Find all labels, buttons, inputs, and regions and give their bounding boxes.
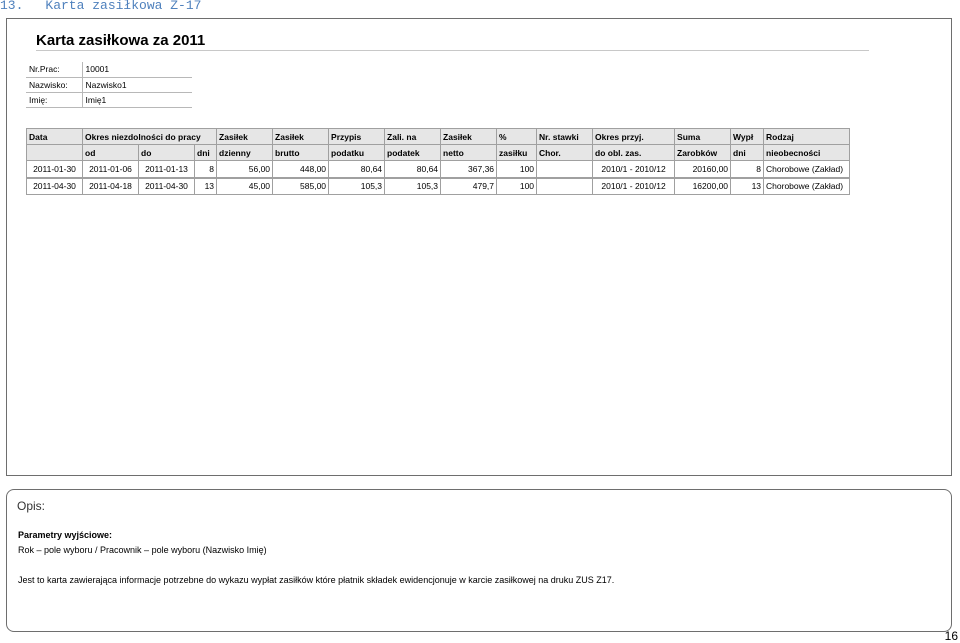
table-cell: 585,00	[273, 178, 329, 195]
column-subheader: do	[139, 145, 195, 161]
benefits-table	[26, 128, 850, 195]
employee-row	[26, 92, 192, 107]
table-cell: 56,00	[217, 161, 273, 178]
column-subheader: zasiłku	[497, 145, 537, 161]
employee-value: 10001	[82, 62, 192, 77]
employee-value: Nazwisko1	[82, 77, 192, 92]
description-box	[6, 489, 952, 632]
table-cell	[537, 161, 593, 178]
table-cell: 2011-01-06	[83, 161, 139, 178]
column-subheader: do obl. zas.	[593, 145, 675, 161]
column-subheader: Chor.	[537, 145, 593, 161]
page-number: 16	[944, 629, 958, 643]
table-cell: 2011-04-30	[139, 178, 195, 195]
table-cell: 13	[195, 178, 217, 195]
table-cell: 100	[497, 178, 537, 195]
column-subheader: podatku	[329, 145, 385, 161]
column-header: Rodzaj	[764, 129, 850, 145]
column-header: Zasiłek	[273, 129, 329, 145]
column-subheader	[27, 145, 83, 161]
column-header: Suma	[675, 129, 731, 145]
table-cell: 2010/1 - 2010/12	[593, 161, 675, 178]
column-subheader: brutto	[273, 145, 329, 161]
column-header: Zali. na	[385, 129, 441, 145]
column-subheader: dzienny	[217, 145, 273, 161]
description-text: Jest to karta zawierająca informacje potrzebne do wykazu wypłat zasiłków które płatnik składek ewidencjonuje w karcie zasiłkowej na druku ZUS Z17.	[18, 575, 615, 585]
report-preview-frame	[6, 18, 952, 476]
column-header: Zasiłek	[217, 129, 273, 145]
employee-info-table	[26, 62, 192, 108]
employee-value: Imię1	[82, 92, 192, 107]
title-divider	[36, 50, 869, 51]
table-cell: 100	[497, 161, 537, 178]
column-header: Nr. stawki	[537, 129, 593, 145]
table-cell: 80,64	[329, 161, 385, 178]
column-header: Wypł	[731, 129, 764, 145]
section-number: 13.	[0, 0, 24, 13]
table-cell: 448,00	[273, 161, 329, 178]
table-cell: 13	[731, 178, 764, 195]
table-cell: 8	[731, 161, 764, 178]
column-subheader: od	[83, 145, 139, 161]
column-header: Okres przyj.	[593, 129, 675, 145]
output-params-title: Parametry wyjściowe:	[18, 530, 113, 540]
output-params-filters: Rok – pole wyboru / Pracownik – pole wyboru (Nazwisko Imię)	[18, 545, 267, 555]
section-heading	[0, 0, 201, 14]
table-cell: 105,3	[329, 178, 385, 195]
employee-label: Nazwisko:	[26, 77, 82, 92]
employee-row	[26, 77, 192, 92]
table-cell: 2011-01-13	[139, 161, 195, 178]
table-cell: 20160,00	[675, 161, 731, 178]
column-subheader: nieobecności	[764, 145, 850, 161]
column-subheader: dni	[731, 145, 764, 161]
table-cell: 45,00	[217, 178, 273, 195]
table-cell	[537, 178, 593, 195]
table-row	[27, 178, 850, 195]
column-subheader: netto	[441, 145, 497, 161]
column-header: Przypis	[329, 129, 385, 145]
column-subheader: dni	[195, 145, 217, 161]
column-subheader: Zarobków	[675, 145, 731, 161]
table-cell: 2011-04-30	[27, 178, 83, 195]
column-header: Data	[27, 129, 83, 145]
table-cell: 479,7	[441, 178, 497, 195]
section-title: Karta zasiłkowa Z-17	[45, 0, 202, 13]
table-cell: Chorobowe (Zakład)	[764, 178, 850, 195]
table-cell: 80,64	[385, 161, 441, 178]
table-header-row	[27, 129, 850, 145]
description-label: Opis:	[17, 499, 46, 513]
table-subheader-row	[27, 145, 850, 161]
employee-row	[26, 62, 192, 77]
table-cell: 2011-01-30	[27, 161, 83, 178]
table-cell: 2011-04-18	[83, 178, 139, 195]
table-cell: 2010/1 - 2010/12	[593, 178, 675, 195]
table-row	[27, 161, 850, 178]
column-header: Zasiłek	[441, 129, 497, 145]
column-header: Okres niezdolności do pracy	[83, 129, 217, 145]
table-cell: 16200,00	[675, 178, 731, 195]
table-cell: 367,36	[441, 161, 497, 178]
table-cell: Chorobowe (Zakład)	[764, 161, 850, 178]
report-title: Karta zasiłkowa za 2011	[36, 32, 206, 49]
table-cell: 8	[195, 161, 217, 178]
employee-label: Imię:	[26, 92, 82, 107]
employee-label: Nr.Prac:	[26, 62, 82, 77]
table-cell: 105,3	[385, 178, 441, 195]
column-header: %	[497, 129, 537, 145]
column-subheader: podatek	[385, 145, 441, 161]
